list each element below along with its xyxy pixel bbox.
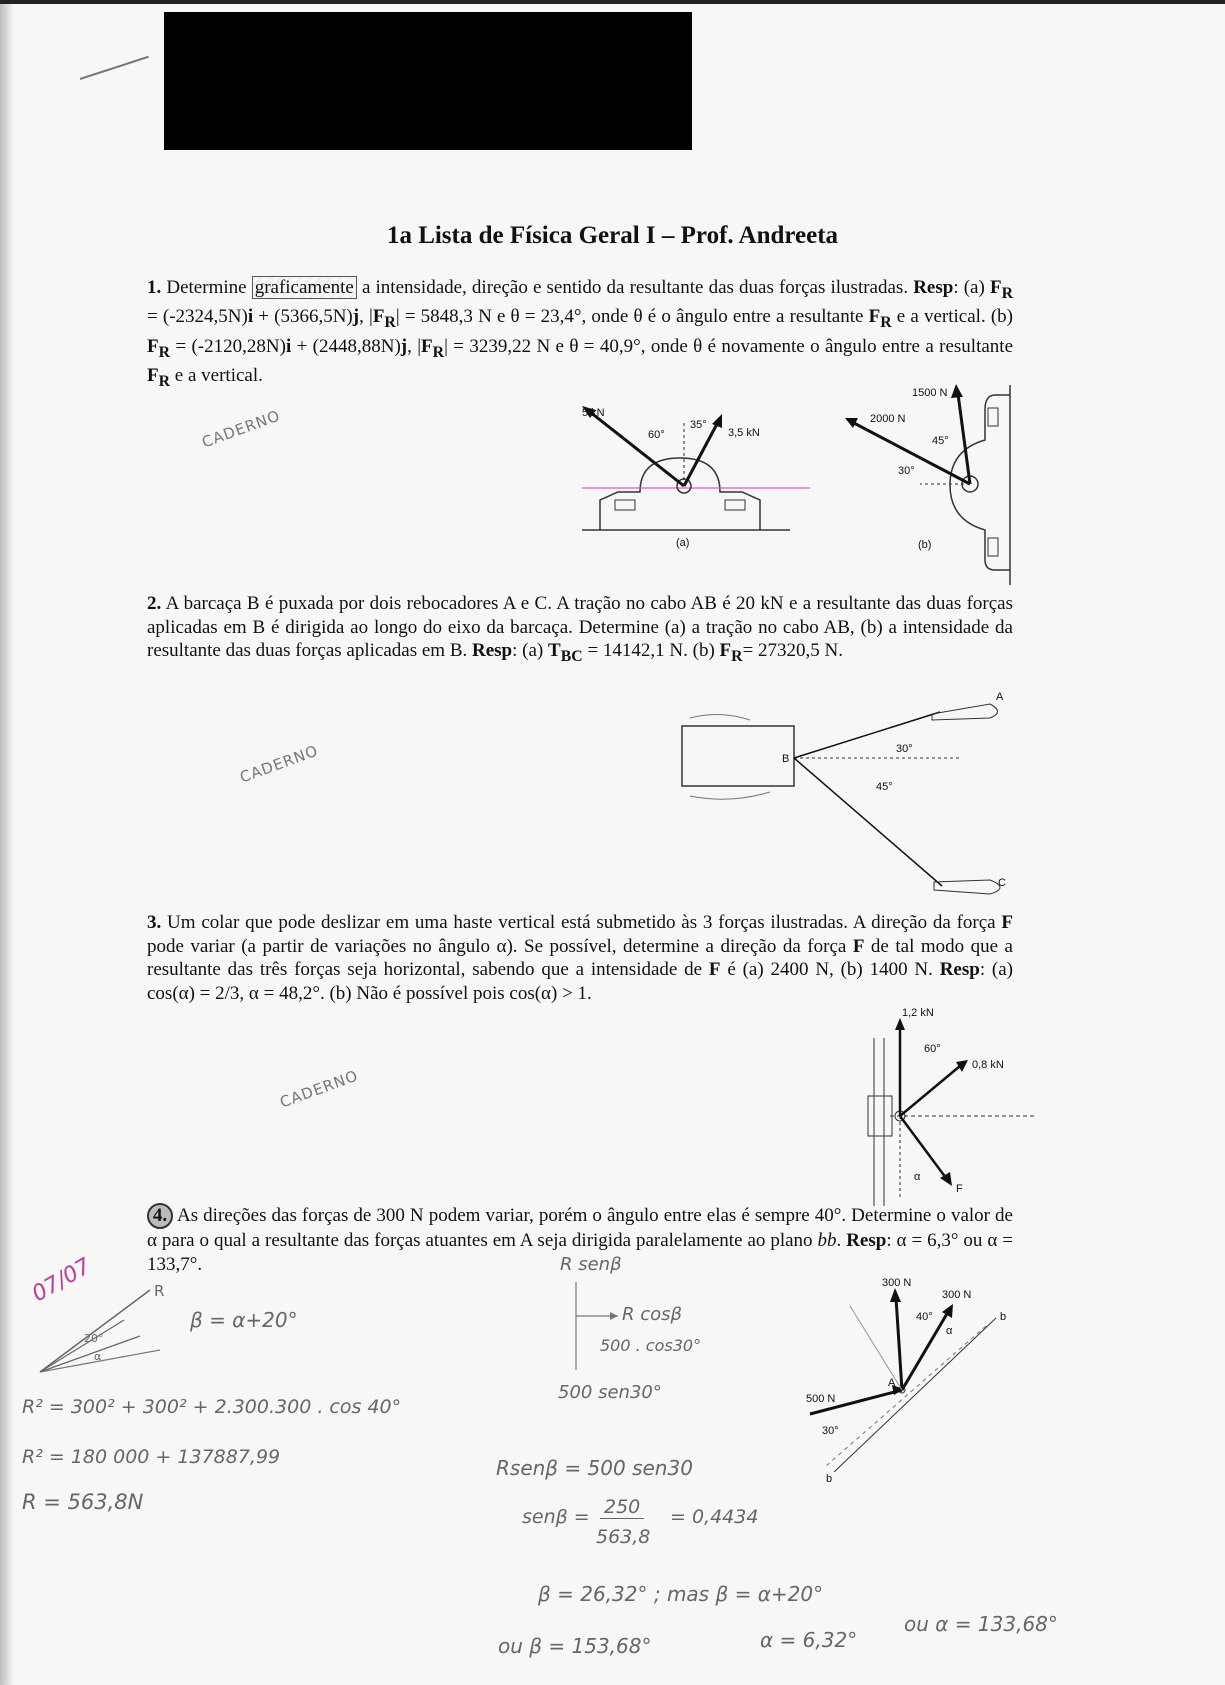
q2-sym: T [548,640,561,661]
q3-text: pode variar (a partir de variações no ângulo α). Se possível, determine a direção da força [147,935,853,957]
fig4-label: 40° [916,1311,933,1323]
fig3-label: α [914,1171,921,1183]
fig3-arrowhead [895,1018,905,1030]
fig2-label: B [782,753,790,765]
handwritten-rsen: R senβ [560,1254,622,1275]
fig1b-bolt [988,408,998,426]
q4-number: 4. [147,1203,173,1229]
q3-ans: : (a) cos(α) = 2/3, α = 48,2°. (b) Não é possível pois cos(α) > 1. [147,959,1013,1004]
sketch-label: 20° [84,1332,104,1345]
fig1a-force-5kn [590,412,684,486]
fig1b-bracket [950,395,1010,570]
fig3-arrowhead [956,1060,968,1072]
q1-sub: R [880,314,892,332]
q4-text: As direções das forças de 300 N podem variar, porém o ângulo entre elas é sempre 40°. Determine o valor de α para o qual a resultante das forças atuantes em A seja dirigida paralelamente ao plano [147,1205,1013,1251]
fig1b-bolt [988,538,998,556]
q3-resp-label: Resp [939,959,980,980]
question-3 [147,911,1013,1005]
scan-edge [0,0,14,1685]
fig2-label: C [998,877,1006,889]
page-title: 1a Lista de Física Geral I – Prof. Andreeta [386,222,839,249]
sketch-arrowhead [610,1312,618,1320]
q1-ans: , | [407,335,422,357]
handwritten-eq6: β = 26,32° ; mas β = α+20° [538,1582,824,1606]
q4-text: . [836,1230,847,1251]
q3-sym: F [1001,912,1014,933]
fig4-force-300a [896,1298,902,1390]
q3-number: 3. [147,912,162,933]
fig2-label: A [996,691,1004,703]
q4-resp-label: Resp [846,1230,887,1251]
fig4-label: 500 N [806,1393,836,1405]
q2-number: 2. [147,593,162,614]
fig1a-label: 5 kN [582,407,605,419]
fig2-label: 30° [896,743,913,755]
fig4-label: 300 N [942,1289,972,1301]
hand-sketch-vectors [30,1280,170,1380]
fig3-label: 1,2 kN [902,1007,934,1019]
handwritten-eq3: R = 563,8N [22,1490,144,1514]
fig2-barge [682,726,794,786]
q2-sub: R [731,647,743,665]
q1-ans: e a vertical. [170,364,263,386]
handwritten-eq5-num: 250 [600,1496,644,1519]
q2-ans: : (a) [512,640,548,661]
handwritten-eq5-den: 563,8 [596,1526,651,1548]
fig1a-label: 35° [690,419,707,431]
q1-ans: , | [359,306,373,328]
fig4-plane [834,1318,996,1472]
handwritten-eq2: R² = 180 000 + 137887,99 [22,1446,281,1468]
q1-sym: F [147,335,159,357]
caderno-stamp: CADERNO [277,1066,361,1112]
handwritten-eq5-result: = 0,4434 [670,1506,759,1528]
fig2-tug-c [934,880,1000,894]
fig2-cable-ab [794,712,940,758]
fig4-label: 300 N [882,1277,912,1289]
hand-sketch-components [560,1280,620,1380]
q2-resp-label: Resp [472,640,513,661]
q4-plane: bb [817,1230,837,1251]
q1-sym: j [352,306,360,328]
fig1a-label: 60° [648,429,665,441]
fig2-wake [690,714,750,720]
figure-1b [840,380,1020,590]
q1-ans: + (5366,5N) [253,306,353,328]
q1-ans: + (2448,88N) [291,335,401,357]
fig1b-caption: (b) [918,539,932,551]
handwritten-500cos: 500 . cos30° [600,1336,702,1355]
q1-ans: = (-2324,5N) [147,306,248,328]
q3-text: é (a) 2400 N, (b) 1400 N. [720,959,940,980]
q1-sym: F [421,335,433,357]
fig3-force-0-8kn [900,1066,960,1116]
sketch-label: R [154,1282,165,1300]
scan-top-border [0,0,1225,4]
question-1 [147,276,1013,393]
q1-sym: F [147,364,159,386]
handwritten-eq7b: ou α = 133,68° [904,1612,1058,1636]
fig4-label: 30° [822,1425,839,1437]
q1-ans: | = 5848,3 N e θ = 23,4°, onde θ é o ângulo entre a resultante [395,306,869,328]
q1-sub: R [158,343,171,361]
fig1b-label: 1500 N [912,387,948,399]
figure-4 [800,1276,1020,1486]
handwritten-rcos: R cosβ [622,1304,683,1325]
q2-sym: F [719,640,732,661]
q1-sub: R [1001,284,1013,302]
q1-sym: F [868,306,881,328]
q1-sub: R [384,314,396,332]
fig2-cable-bc [794,758,942,886]
fig3-label: 60° [924,1043,941,1055]
fig1b-force-1500 [958,394,970,484]
caderno-stamp: CADERNO [237,741,321,787]
q1-sym: F [989,277,1002,298]
q3-text: Um colar que pode deslizar em uma haste vertical está submetido às 3 forças ilustradas. A direção da força [167,912,1002,933]
fig1a-label: 3,5 kN [728,427,760,439]
handwritten-eq4: Rsenβ = 500 sen30 [496,1456,693,1480]
fig3-label: 0,8 kN [972,1059,1004,1071]
q3-sym: F [852,935,865,957]
q1-resp-label: Resp [913,277,954,298]
q1-sym: i [247,306,254,328]
handwritten-eq5-label: senβ = [522,1506,590,1528]
q1-text: a intensidade, direção e sentido da resultante das duas forças ilustradas. [361,277,909,298]
handwritten-eq7: α = 6,32° [760,1628,858,1652]
fig1a-bolt [725,500,745,510]
fig1a-support [600,458,760,530]
fig3-force-f [900,1116,946,1178]
fig1a-arrowhead [712,414,722,428]
handwritten-500sen: 500 sen30° [558,1382,662,1403]
fig4-label: α [946,1325,953,1337]
q2-ans: = 27320,5 N. [742,640,844,661]
fig4-label: b [1000,1311,1007,1323]
figure-2 [660,690,1020,905]
fig2-wake [690,792,770,799]
q4-ans: : α = 6,3° ou α = 133,7°. [147,1230,1013,1275]
q3-sym: F [708,959,721,980]
q1-sub: R [432,343,445,361]
q2-sub: BC [560,647,583,665]
fig4-force-300b [902,1312,948,1390]
q1-ans: = (-2120,28N) [170,335,286,357]
fig4-label: b [826,1473,833,1485]
q1-ans: e a vertical. (b) [891,306,1014,328]
fig4-plane-dash [826,1326,986,1466]
q2-text: A barcaça B é puxada por dois rebocadores A e C. A tração no cabo AB é 20 kN e a resultante das duas forças aplicadas em B é dirigida ao longo do eixo da barcaça. Determine (a) a tração no cabo AB, (b) a intensidade da resultante das duas forças aplicadas em B. [147,593,1014,661]
q1-sub: R [158,372,171,390]
handwritten-eq1: R² = 300² + 300² + 2.300.300 . cos 40° [22,1396,402,1418]
caderno-stamp: CADERNO [199,406,283,452]
q1-sym: j [400,335,408,357]
fig4-label: A [888,1377,896,1389]
q2-ans: = 14142,1 N. (b) [582,640,720,661]
q1-sym: F [372,306,385,328]
q1-number: 1. [147,277,162,298]
q1-highlight: graficamente [252,276,357,299]
fig3-label: F [956,1183,963,1195]
staple-mark [80,56,149,80]
sketch-label: α [94,1350,102,1363]
q1-ans: | = 3239,22 N e θ = 40,9°, onde θ é novamente o ângulo entre a resultante [444,335,1014,357]
fig2-tug-a [932,704,998,720]
handwritten-beta-def: β = α+20° [190,1308,298,1332]
fig4-arrowhead [890,1288,901,1302]
fig1a-bolt [615,500,635,510]
fig1a-caption: (a) [676,537,690,549]
handwritten-date: 07/07 [27,1253,96,1308]
fig1b-arrowhead [951,384,963,398]
fig2-label: 45° [876,781,893,793]
handwritten-eq8: ou β = 153,68° [498,1634,652,1658]
figure-3 [860,1008,1040,1208]
question-2 [147,592,1013,668]
q1-text: Determine [166,277,247,298]
fig3-collar [868,1096,892,1136]
q1-ans: : (a) [953,277,990,298]
fig1a-force-3-5kn [684,422,718,486]
q1-sym: i [285,335,292,357]
fig4-arrowhead [942,1304,953,1318]
fig1b-label: 30° [898,465,915,477]
q3-text: de tal modo que a resultante das três forças seja horizontal, sabendo que a intensidade de [147,935,1013,980]
fig1b-label: 2000 N [870,413,906,425]
figure-1a [560,400,820,560]
redacted-block [164,12,692,150]
fig1b-label: 45° [932,435,949,447]
